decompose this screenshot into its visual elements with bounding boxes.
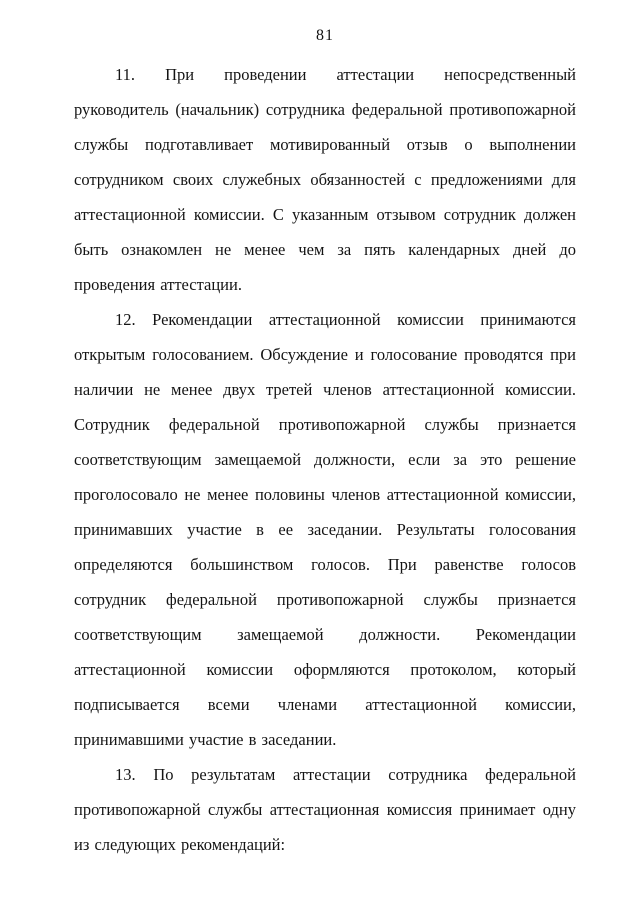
document-body: [74, 57, 576, 862]
paragraph-item-12: 12. Рекомендации аттестационной комиссии принимаются открытым голосованием. Обсуждение и голосование проводятся при наличии не менее двух третей членов аттестационной комиссии. Сотрудник федеральной противопожарной службы признается соответствующим замещаемой должности, если за это решение проголосовало не менее половины членов аттестационной комиссии, принимавших участие в ее заседании. Результаты голосования определяются большинством голосов. При равенстве голосов сотрудник федеральной противопожарной службы признается соответствующим замещаемой должности. Рекомендации аттестационной комиссии оформляются протоколом, который подписывается всеми членами аттестационной комиссии, принимавшими участие в заседании.: [74, 310, 576, 749]
paragraph-item-13: 13. По результатам аттестации сотрудника федеральной противопожарной службы аттестационная комиссия принимает одну из следующих рекомендаций:: [74, 765, 576, 854]
paragraph-item-11: 11. При проведении аттестации непосредственный руководитель (начальник) сотрудника федеральной противопожарной службы подготавливает мотивированный отзыв о выполнении сотрудником своих служебных обязанностей с предложениями для аттестационной комиссии. С указанным отзывом сотрудник должен быть ознакомлен не менее чем за пять календарных дней до проведения аттестации.: [74, 65, 576, 294]
page-number: 81: [316, 27, 334, 44]
